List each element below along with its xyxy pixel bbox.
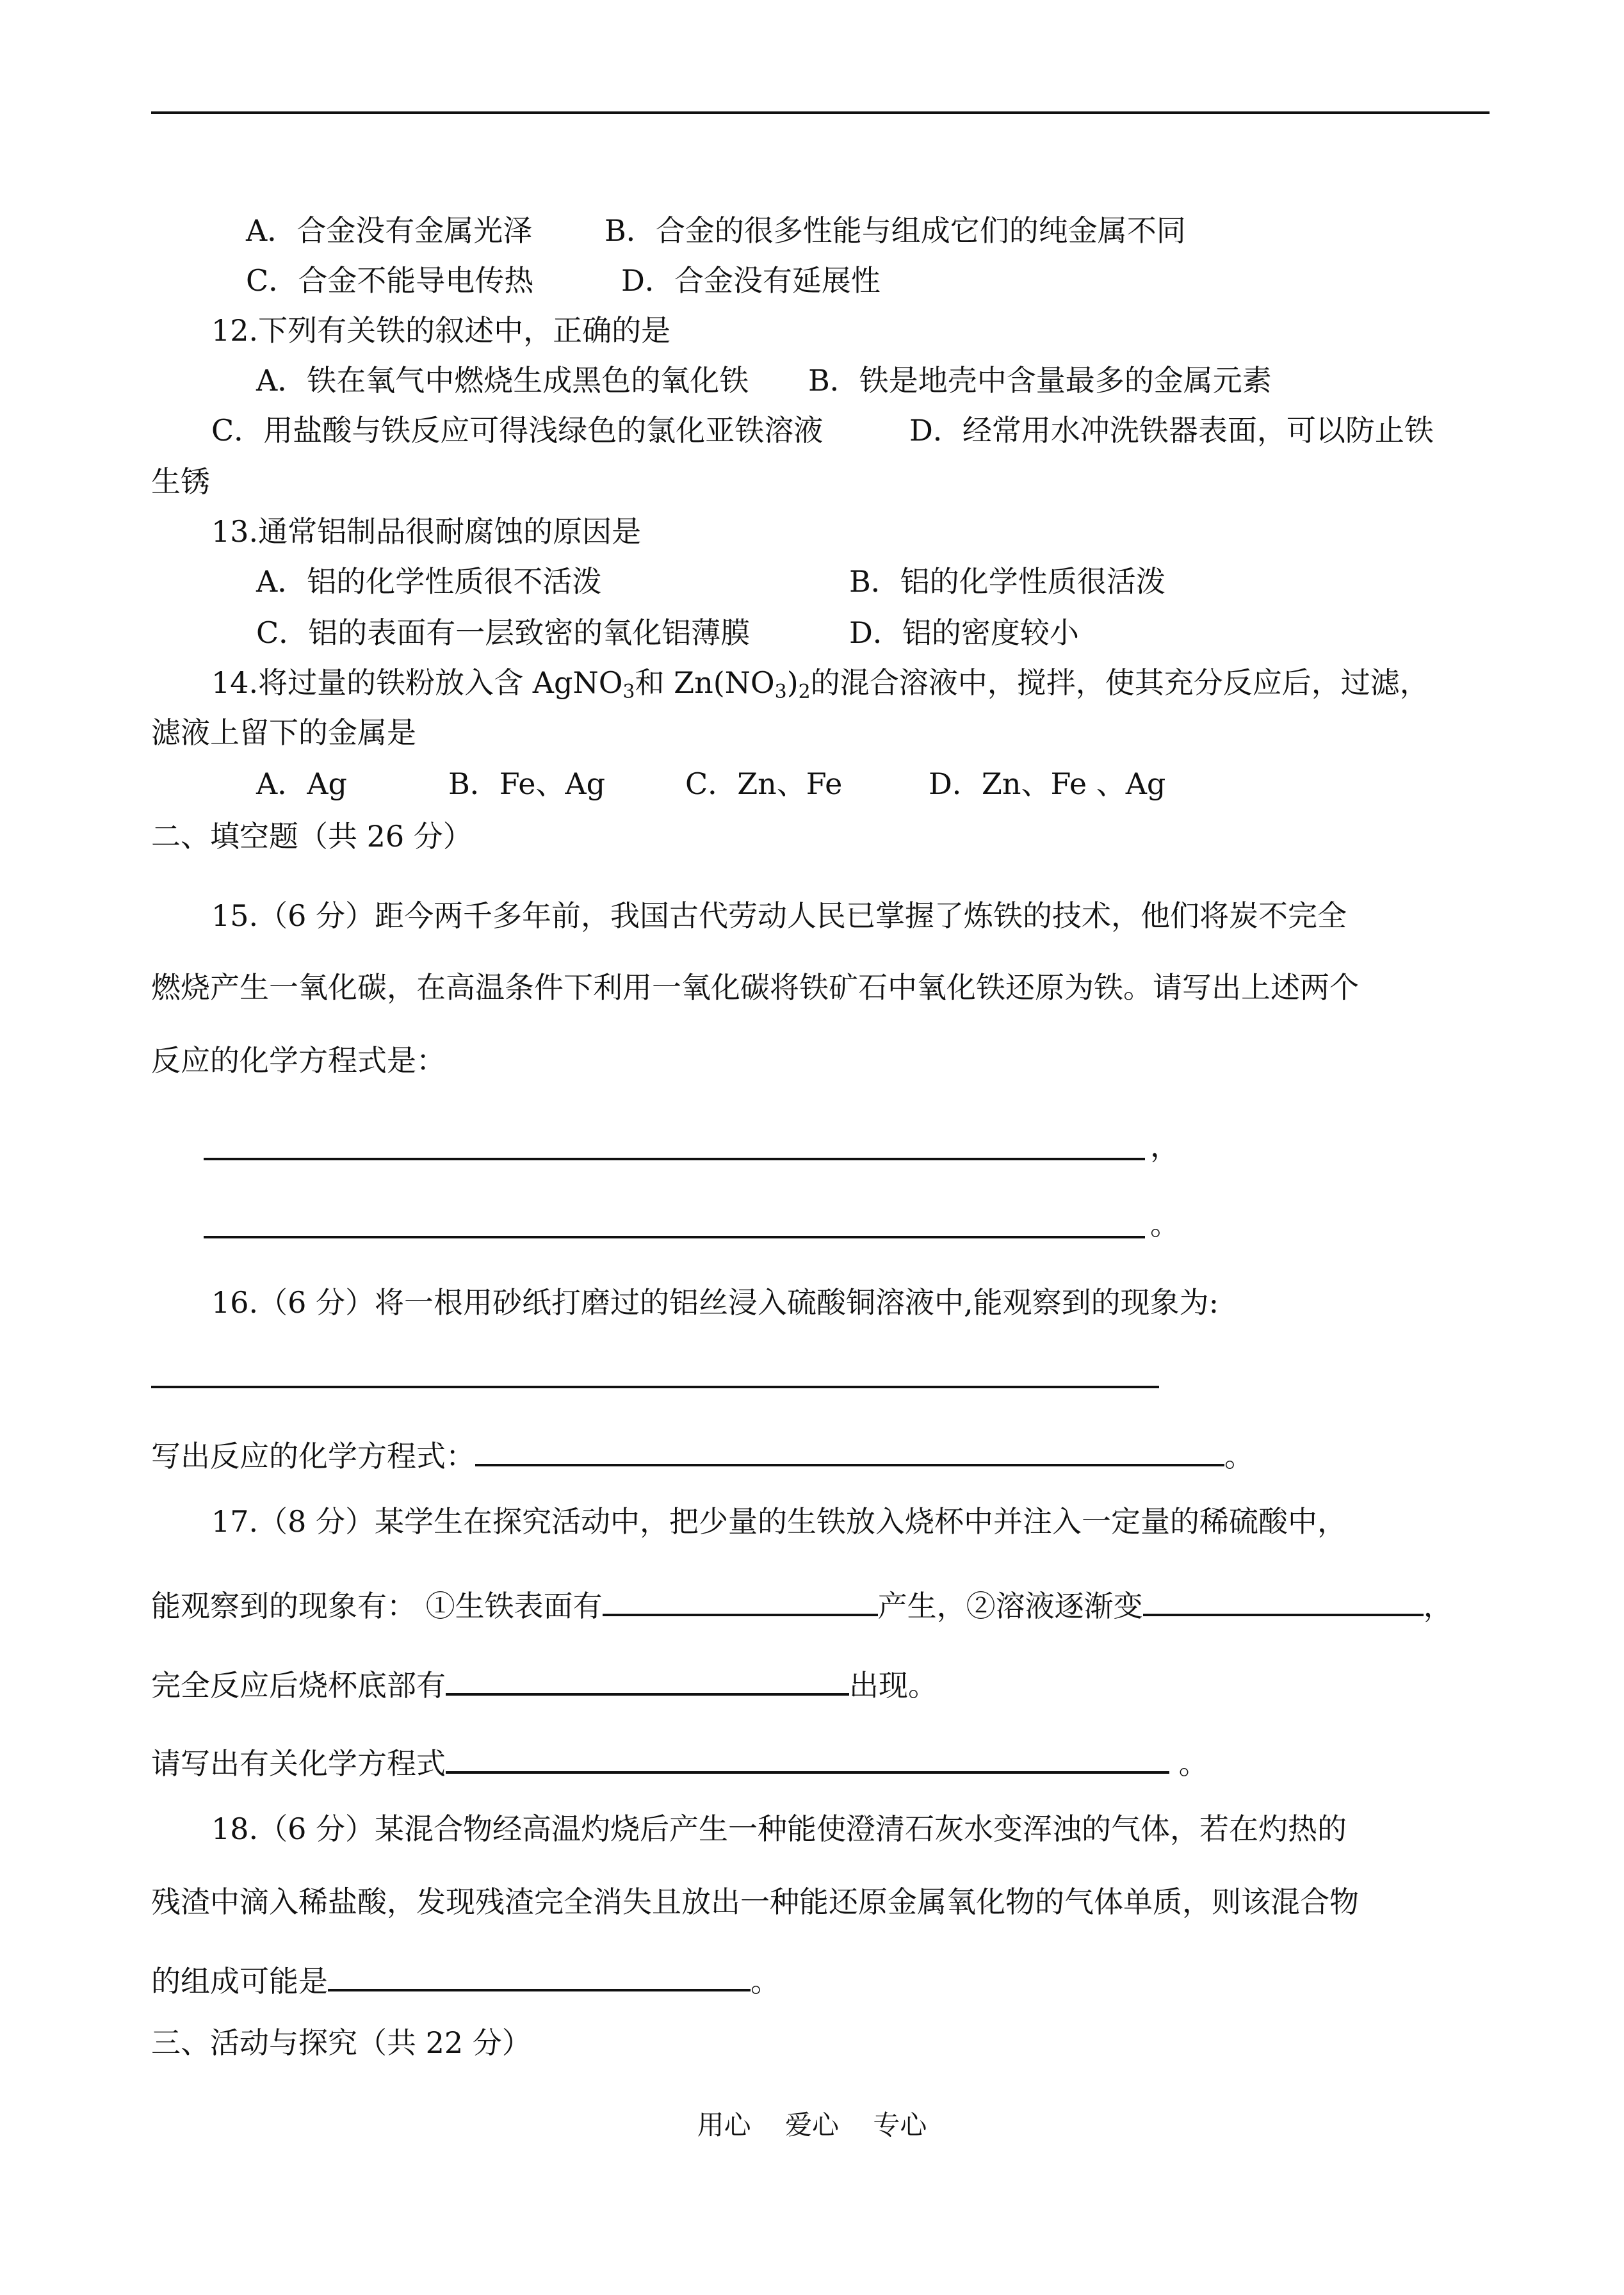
q15-answer-blank-2[interactable] <box>204 1236 1145 1238</box>
q11-option-c: C．合金不能导电传热 <box>246 263 534 298</box>
q16-equation-label: 写出反应的化学方程式： <box>151 1439 475 1473</box>
q13-option-b: B．铝的化学性质很活泼 <box>849 564 1165 599</box>
q14-stem <box>211 663 1429 711</box>
q17-line-2 <box>151 1580 1453 1625</box>
q17-text: 能观察到的现象有： ①生铁表面有 <box>151 1589 603 1623</box>
q15-line-1: 15.（6 分）距今两千多年前，我国古代劳动人民已掌握了炼铁的技术，他们将炭不完全 <box>211 898 1347 933</box>
q16-equation-blank[interactable] <box>475 1431 1224 1466</box>
q17-text: ， <box>1423 1589 1453 1623</box>
q11-option-b: B．合金的很多性能与组成它们的纯金属不同 <box>605 213 1186 248</box>
q13-stem: 13.通常铝制品很耐腐蚀的原因是 <box>211 514 642 549</box>
q14-stem-part: 的混合溶液中，搅拌，使其充分反应后，过滤， <box>810 665 1429 700</box>
q12-option-a: A．铁在氧气中燃烧生成黑色的氧化铁 <box>256 363 749 398</box>
q17-text: 出现。 <box>849 1668 938 1703</box>
q14-option-b: B．Fe、Ag <box>448 766 606 801</box>
q15-line-2: 燃烧产生一氧化碳，在高温条件下利用一氧化碳将铁矿石中氧化铁还原为铁。请写出上述两个 <box>151 970 1359 1005</box>
q15-line-3: 反应的化学方程式是： <box>151 1043 446 1078</box>
q17-text: 完全反应后烧杯底部有 <box>151 1668 446 1703</box>
q12-option-c: C．用盐酸与铁反应可得浅绿色的氯化亚铁溶液 <box>211 413 824 448</box>
q13-option-c: C．铝的表面有一层致密的氧化铝薄膜 <box>256 615 751 650</box>
q17-line-1: 17.（8 分）某学生在探究活动中，把少量的生铁放入烧杯中并注入一定量的稀硫酸中， <box>211 1504 1347 1539</box>
q18-line-3 <box>151 1956 780 2000</box>
q16-period: 。 <box>1224 1439 1254 1473</box>
q17-line-4 <box>151 1738 1208 1783</box>
subscript: 2 <box>798 681 811 703</box>
section-3-title: 三、活动与探究（共 22 分） <box>151 2025 532 2060</box>
q13-option-a: A．铝的化学性质很不活泼 <box>256 564 602 599</box>
q15-comma: ， <box>1150 1129 1180 1164</box>
subscript: 3 <box>774 681 787 703</box>
q14-option-d: D．Zn、Fe 、Ag <box>929 766 1166 801</box>
q18-period: 。 <box>751 1964 780 1999</box>
q16-phenomenon-blank[interactable] <box>151 1386 1159 1388</box>
q11-option-a: A．合金没有金属光泽 <box>246 213 533 248</box>
q16-line-1: 16.（6 分）将一根用砂纸打磨过的铝丝浸入硫酸铜溶液中,能观察到的现象为: <box>211 1285 1219 1320</box>
q18-line-2: 残渣中滴入稀盐酸，发现残渣完全消失且放出一种能还原金属氧化物的气体单质，则该混合物 <box>151 1885 1359 1919</box>
q17-blank-gas[interactable] <box>603 1580 878 1616</box>
q16-line-2 <box>151 1431 1254 1475</box>
q12-option-d-cont: 生锈 <box>151 464 210 499</box>
q17-text: 产生，②溶液逐渐变 <box>877 1589 1143 1623</box>
q15-period: 。 <box>1150 1207 1180 1242</box>
q12-stem: 12.下列有关铁的叙述中，正确的是 <box>211 313 671 348</box>
q14-option-c: C．Zn、Fe <box>685 766 843 801</box>
q13-option-d: D．铝的密度较小 <box>849 615 1079 650</box>
q14-stem-cont: 滤液上留下的金属是 <box>151 715 416 750</box>
q18-text: 的组成可能是 <box>151 1964 328 1999</box>
q17-blank-color[interactable] <box>1143 1580 1424 1616</box>
page-footer: 用心 爱心 专心 <box>697 2109 927 2141</box>
subscript: 3 <box>622 681 635 703</box>
q15-answer-blank-1[interactable] <box>204 1158 1145 1160</box>
q17-text: 请写出有关化学方程式 <box>151 1746 446 1781</box>
q14-option-a: A．Ag <box>256 766 347 801</box>
section-2-title: 二、填空题（共 26 分） <box>151 819 473 854</box>
q14-stem-part: 和 Zn(NO <box>635 665 775 700</box>
q17-text: 。 <box>1169 1746 1208 1781</box>
q14-stem-part: 14.将过量的铁粉放入含 AgNO <box>211 665 623 700</box>
header-rule <box>151 111 1490 114</box>
q14-stem-part: ) <box>786 665 799 700</box>
q17-blank-residue[interactable] <box>446 1660 849 1696</box>
q17-line-3 <box>151 1660 938 1705</box>
q18-line-1: 18.（6 分）某混合物经高温灼烧后产生一种能使澄清石灰水变浑浊的气体，若在灼热的 <box>211 1812 1347 1846</box>
q12-option-b: B．铁是地壳中含量最多的金属元素 <box>808 363 1272 398</box>
q11-option-d: D．合金没有延展性 <box>621 263 881 298</box>
q17-blank-equation[interactable] <box>446 1738 1169 1774</box>
q18-blank-composition[interactable] <box>328 1956 751 1991</box>
q12-option-d: D．经常用水冲洗铁器表面，可以防止铁 <box>909 413 1434 448</box>
